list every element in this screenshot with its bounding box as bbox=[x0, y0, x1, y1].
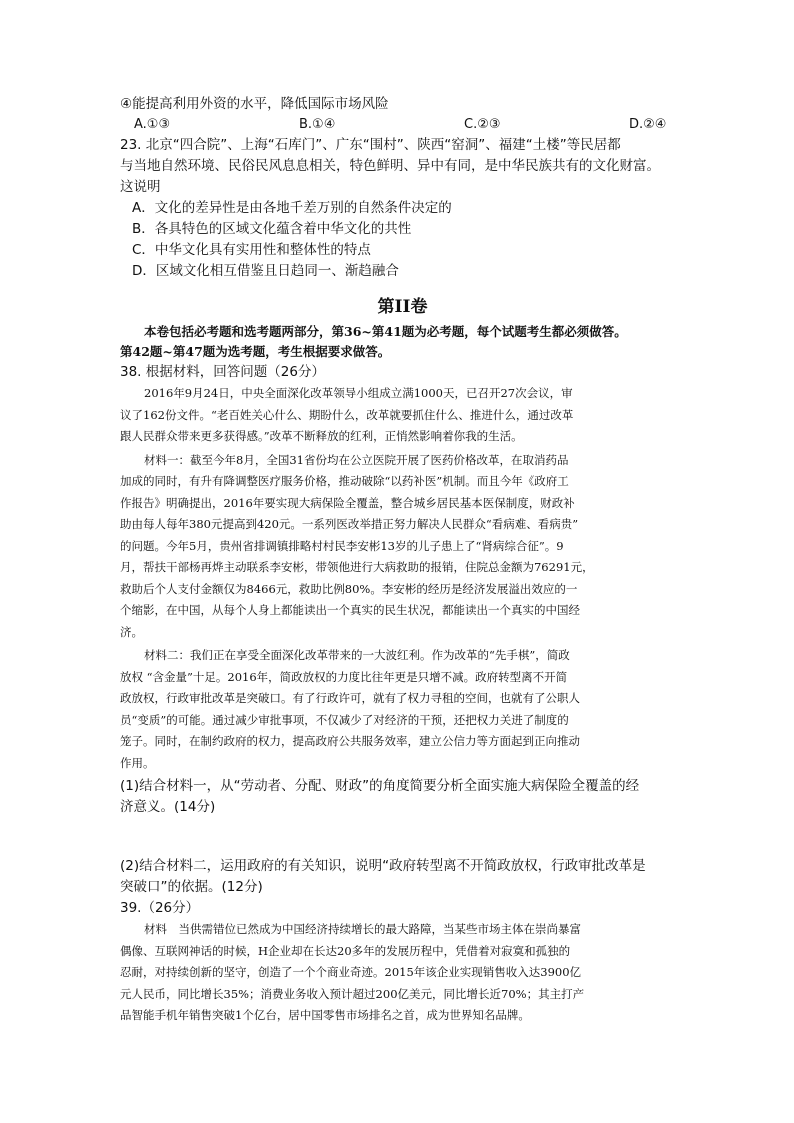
section-title: 第II卷 bbox=[377, 297, 428, 317]
text-line: 救助后个人支付金额仅为8466元，救助比例80%。李安彬的经历是经济发展溢出效应的一 bbox=[120, 581, 578, 596]
q38-header: 38. 根据材料，回答问题（26分） bbox=[120, 364, 325, 380]
q39-material bbox=[120, 919, 685, 1027]
q23-option-a: A．文化的差异性是由各地千差万别的自然条件决定的 bbox=[132, 200, 452, 216]
exam-page bbox=[120, 94, 685, 1029]
text-line: 政放权，行政审批改革是突破口。有了行政许可，就有了权力寻租的空间，也就有了公职人 bbox=[120, 691, 580, 705]
q22-options bbox=[120, 115, 685, 135]
q23-stem-line: 与当地自然环境、民俗民风息息相关，特色鲜明、异中有同，是中华民族共有的文化财富。 bbox=[120, 158, 660, 174]
q38-subquestion-1: (1)结合材料一，从“劳动者、分配、财政”的角度简要分析全面实施大病保险全覆盖的经 bbox=[120, 778, 640, 794]
q23-option-b: B．各具特色的区域文化蕴含着中华文化的共性 bbox=[132, 221, 412, 237]
q23-option-d: D．区域文化相互借鉴且日趋同一、渐趋融合 bbox=[132, 263, 399, 279]
text-line: 放权 “含金量”十足。2016年，简政放权的力度比往年更是只增不减。政府转型离不开简 bbox=[120, 669, 568, 684]
text-line: 加成的同时，有升有降调整医疗服务价格，推动破除“以药补医”机制。而且今年《政府工 bbox=[120, 474, 569, 488]
text-line: 作报告》明确提出，2016年要实现大病保险全覆盖，整合城乡居民基本医保制度，财政补 bbox=[120, 495, 575, 510]
section-intro-line: 第42题~第47题为选考题，考生根据要求做答。 bbox=[120, 344, 391, 359]
q23-option-c: C．中华文化具有实用性和整体性的特点 bbox=[132, 242, 371, 258]
q22-option-b: B.①④ bbox=[299, 117, 336, 132]
q22-option-d: D.②④ bbox=[629, 117, 667, 132]
text-line: 议了162份文件。“老百姓关心什么、期盼什么，改革就要抓住什么、推进什么，通过改革 bbox=[120, 407, 574, 422]
text-line: 材料 当供需错位已然成为中国经济持续增长的最大路障，当某些市场主体在崇尚暴富 bbox=[144, 922, 581, 936]
text-line: 月，帮扶干部杨再烨主动联系李安彬，带领他进行大病救助的报销，住院总金额为76291元， bbox=[120, 560, 594, 574]
text-line: 材料一：截至今年8月，全国31省份均在公立医院开展了医药价格改革，在取消药品 bbox=[144, 452, 569, 467]
q38-subquestion-2: 突破口”的依据。(12分) bbox=[120, 879, 263, 895]
q39-header: 39.（26分） bbox=[120, 900, 200, 916]
q38-subquestion-2: (2)结合材料二，运用政府的有关知识，说明“政府转型离不开简政放权，行政审批改革是 bbox=[120, 858, 646, 874]
text-line: 2016年9月24日，中央全面深化改革领导小组成立满1000天，已召开27次会议，审 bbox=[144, 386, 573, 400]
text-line: 济。 bbox=[120, 624, 143, 639]
q23-stem-line: 23. 北京“四合院”、上海“石库门”、广东“围村”、陕西“窑洞”、福建“土楼”等民居都 bbox=[120, 137, 621, 153]
text-line: 个缩影，在中国，从每个人身上都能读出一个真实的民生状况，都能读出一个真实的中国经 bbox=[120, 603, 580, 617]
text-line: 笼子。同时，在制约政府的权力，提高政府公共服务效率，建立公信力等方面起到正向推动 bbox=[120, 734, 580, 748]
text-line: 品智能手机年销售突破1个亿台，居中国零售市场排名之首，成为世界知名品牌。 bbox=[120, 1008, 530, 1022]
q22-option-c: C.②③ bbox=[464, 117, 501, 132]
answer-space bbox=[120, 818, 685, 856]
q38-intro-paragraph bbox=[120, 383, 685, 448]
text-line: 的问题。今年5月，贵州省排调镇排略村村民李安彬13岁的儿子患上了“肾病综合征”。9 bbox=[120, 538, 564, 553]
q38-subquestion-1: 济意义。(14分) bbox=[120, 799, 216, 815]
q22-statement-4: ④能提高利用外资的水平，降低国际市场风险 bbox=[120, 96, 389, 112]
q38-material-1 bbox=[120, 450, 685, 644]
q38-material-2 bbox=[120, 645, 685, 774]
text-line: 跟人民群众带来更多获得感。”改革不断释放的红利，正悄然影响着你我的生活。 bbox=[120, 429, 523, 443]
q23-stem-line: 这说明 bbox=[120, 179, 161, 195]
section-intro-line: 本卷包括必考题和选考题两部分，第36~第41题为必考题，每个试题考生都必须做答。 bbox=[144, 324, 627, 339]
text-line: 元人民币，同比增长35%；消费业务收入预计超过200亿美元，同比增长近70%；其主打产 bbox=[120, 986, 585, 1001]
text-line: 员“变质”的可能。通过减少审批事项，不仅减少了对经济的干预，还把权力关进了制度的 bbox=[120, 712, 569, 727]
text-line: 助由每人每年380元提高到420元。一系列医改举措正努力解决人民群众“看病难、看病贵” bbox=[120, 517, 579, 531]
text-line: 忍耐，对持续创新的坚守，创造了一个个商业奇迹。2015年该企业实现销售收入达3900亿 bbox=[120, 965, 582, 979]
text-line: 偶像、互联网神话的时候，H企业却在长达20多年的发展历程中，凭借着对寂寞和孤独的 bbox=[120, 943, 571, 958]
text-line: 作用。 bbox=[120, 755, 155, 770]
text-line: 材料二：我们正在享受全面深化改革带来的一大波红利。作为改革的“先手棋”，简政 bbox=[144, 648, 570, 662]
q22-option-a: A.①③ bbox=[134, 117, 171, 132]
